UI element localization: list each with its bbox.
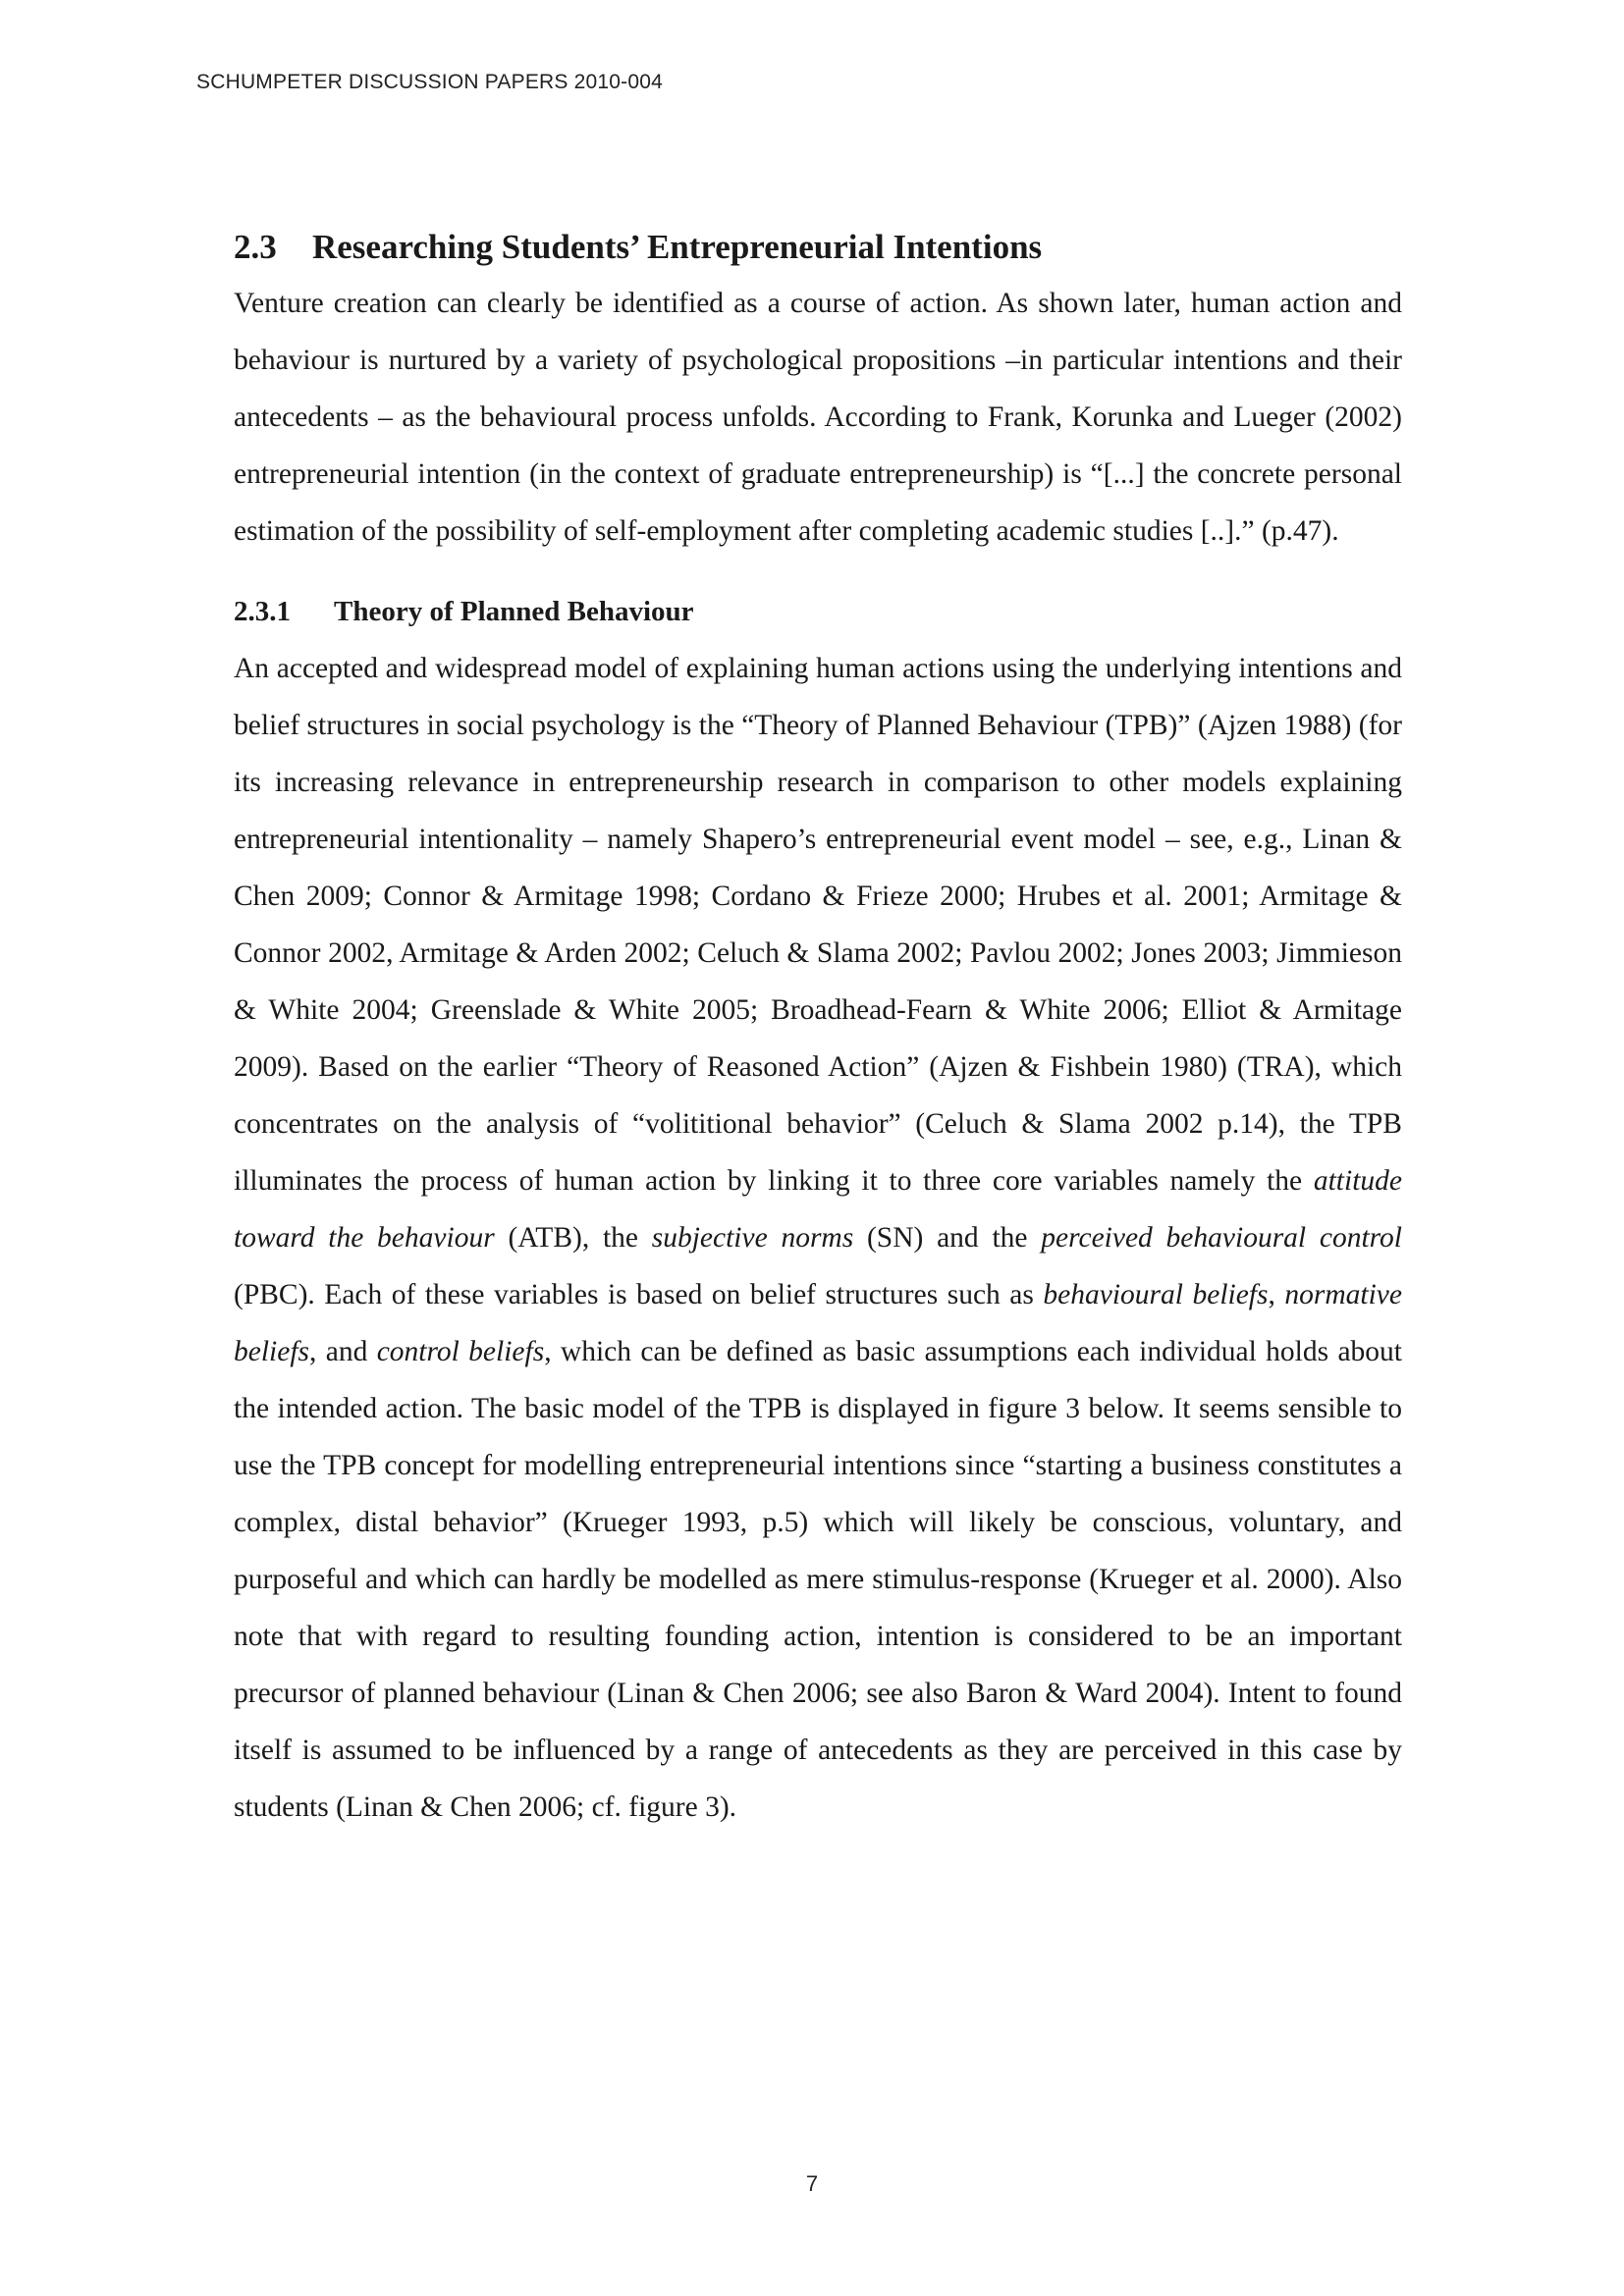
section-title: Researching Students’ Entrepreneurial Intentions (312, 228, 1043, 266)
page-number: 7 (805, 2171, 819, 2196)
term-sn: subjective norms (651, 1222, 854, 1254)
section-heading (234, 220, 1402, 275)
subsection-number: 2.3.1 (234, 596, 291, 627)
paragraph-text: , and (309, 1336, 377, 1367)
paragraph-text: (SN) and the (853, 1222, 1042, 1254)
paragraph-text: (PBC). Each of these variables is based on belief structures such as (234, 1279, 1044, 1310)
term-control-beliefs: control beliefs (376, 1336, 545, 1367)
subsection-title: Theory of Planned Behaviour (334, 596, 694, 627)
subsection-paragraph (234, 640, 1402, 1836)
term-atb: attitude toward the behaviour (234, 1165, 1402, 1254)
paragraph-text: (ATB), the (494, 1222, 652, 1254)
paragraph-text: , which can be defined as basic assumptions each individual holds about the intended action. The basic model of the TPB is displayed in figure 3 below. It seems sensible to use the TPB concept for modelling entrepreneurial intentions since “starting a business constitutes a complex, distal behavior” (Krueger 1993, p.5) which will likely be conscious, voluntary, and purposeful and which can hardly be modelled as mere stimulus-response (Krueger et al. 2000). Also note that with regard to resulting founding action, intention is considered to be an important precursor of planned behaviour (Linan & Chen 2006; see also Baron & Ward 2004). Intent to found itself is assumed to be influenced by a range of antecedents as they are perceived in this case by students (Linan & Chen 2006; cf. figure 3). (234, 1336, 1402, 1823)
page-content (234, 220, 1402, 1836)
term-behavioural-beliefs: behavioural beliefs (1043, 1279, 1269, 1310)
paragraph-text: An accepted and widespread model of explaining human actions using the underlying intentions and belief structures in social psychology is the “Theory of Planned Behaviour (TPB)” (Ajzen 1988) (for its increasing relevance in entrepreneurship research in comparison to other models explaining entrepreneurial intentionality – namely Shapero’s entrepreneurial event model – see, e.g., Linan & Chen 2009; Connor & Armitage 1998; Cordano & Frieze 2000; Hrubes et al. 2001; Armitage & Connor 2002, Armitage & Arden 2002; Celuch & Slama 2002; Pavlou 2002; Jones 2003; Jimmieson & White 2004; Greenslade & White 2005; Broadhead-Fearn & White 2006; Elliot & Armitage 2009). Based on the earlier “Theory of Reasoned Action” (Ajzen & Fishbein 1980) (TRA), which concentrates on the analysis of “volititional behavior” (Celuch & Slama 2002 p.14), the TPB illuminates the process of human action by linking it to three core variables namely the (234, 653, 1402, 1197)
subsection-heading (234, 583, 1402, 640)
running-header: SCHUMPETER DISCUSSION PAPERS 2010-004 (196, 71, 663, 93)
section-number: 2.3 (234, 228, 277, 266)
paragraph-text: , (1268, 1279, 1285, 1310)
term-pbc: perceived behavioural control (1041, 1222, 1402, 1254)
section-paragraph: Venture creation can clearly be identified as a course of action. As shown later, human action and behaviour is nurtured by a variety of psychological propositions –in particular intentions and their antecedents – as the behavioural process unfolds. According to Frank, Korunka and Lueger (2002) entrepreneurial intention (in the context of graduate entrepreneurship) is “[...] the concrete personal estimation of the possibility of self-employment after completing academic studies [..].” (p.47). (234, 288, 1402, 547)
term-normative-beliefs: normative beliefs (234, 1279, 1402, 1367)
